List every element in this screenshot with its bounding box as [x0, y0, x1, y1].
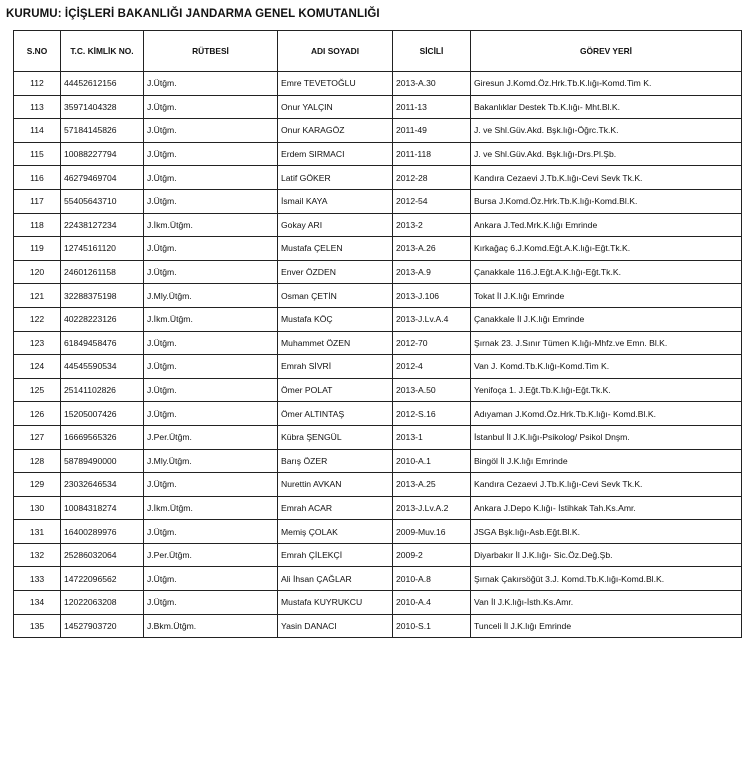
sno-cell: 126 — [14, 402, 61, 426]
sicil-cell: 2010-S.1 — [393, 614, 471, 638]
gorev-yeri-cell: Kandıra Cezaevi J.Tb.K.lığı-Cevi Sevk Tk.K. — [471, 473, 742, 497]
gorev-yeri-cell: Çanakkale 116.J.Eğt.A.K.lığı-Eğt.Tk.K. — [471, 260, 742, 284]
tc-kimlik-no-cell: 15205007426 — [61, 402, 144, 426]
table-row — [14, 449, 742, 473]
gorev-yeri-cell: JSGA Bşk.lığı-Asb.Eğt.Bl.K. — [471, 520, 742, 544]
table-row — [14, 520, 742, 544]
adi-soyadi-cell: Mustafa KÖÇ — [278, 307, 393, 331]
sicil-cell: 2012-70 — [393, 331, 471, 355]
table-row — [14, 543, 742, 567]
gorev-yeri-cell: Adıyaman J.Komd.Öz.Hrk.Tb.K.lığı- Komd.Bl.K. — [471, 402, 742, 426]
tc-kimlik-no-cell: 14527903720 — [61, 614, 144, 638]
table-row — [14, 189, 742, 213]
sicil-cell: 2010-A.1 — [393, 449, 471, 473]
adi-soyadi-cell: İsmail KAYA — [278, 189, 393, 213]
sno-cell: 114 — [14, 119, 61, 143]
adi-soyadi-cell: Ömer ALTINTAŞ — [278, 402, 393, 426]
table-row — [14, 307, 742, 331]
gorev-yeri-cell: Bakanlıklar Destek Tb.K.lığı- Mht.Bl.K. — [471, 95, 742, 119]
rutbe-cell: J.Ütğm. — [144, 95, 278, 119]
tc-kimlik-no-cell: 58789490000 — [61, 449, 144, 473]
gorev-yeri-cell: Giresun J.Komd.Öz.Hrk.Tb.K.lığı-Komd.Tim K. — [471, 72, 742, 96]
gorev-yeri-cell: Ankara J.Depo K.lığı- İstihkak Tah.Ks.Amr. — [471, 496, 742, 520]
tc-kimlik-no-cell: 10084318274 — [61, 496, 144, 520]
rutbe-cell: J.Ütğm. — [144, 237, 278, 261]
tc-kimlik-no-cell: 44545590534 — [61, 355, 144, 379]
sicil-cell: 2009-Muv.16 — [393, 520, 471, 544]
rutbe-cell: J.Ütğm. — [144, 142, 278, 166]
sno-cell: 120 — [14, 260, 61, 284]
adi-soyadi-cell: Yasin DANACI — [278, 614, 393, 638]
table-row — [14, 284, 742, 308]
sicil-cell: 2011-13 — [393, 95, 471, 119]
rutbe-cell: J.Ütğm. — [144, 355, 278, 379]
gorev-yeri-cell: Kandıra Cezaevi J.Tb.K.lığı-Cevi Sevk Tk.K. — [471, 166, 742, 190]
gorev-yeri-cell: Şırnak Çakırsöğüt 3.J. Komd.Tb.K.lığı-Komd.Bl.K. — [471, 567, 742, 591]
table-row — [14, 260, 742, 284]
adi-soyadi-cell: Muhammet ÖZEN — [278, 331, 393, 355]
tc-kimlik-no-cell: 55405643710 — [61, 189, 144, 213]
sicil-cell: 2010-A.4 — [393, 591, 471, 615]
gorev-yeri-cell: İstanbul İl J.K.lığı-Psikolog/ Psikol Dnşm. — [471, 425, 742, 449]
gorev-yeri-cell: Van İl J.K.lığı-İsth.Ks.Amr. — [471, 591, 742, 615]
sicil-cell: 2013-A.9 — [393, 260, 471, 284]
sicil-cell: 2012-54 — [393, 189, 471, 213]
table-row — [14, 237, 742, 261]
adi-soyadi-cell: Barış ÖZER — [278, 449, 393, 473]
gorev-yeri-cell: Tunceli İl J.K.lığı Emrinde — [471, 614, 742, 638]
rutbe-cell: J.Bkm.Ütğm. — [144, 614, 278, 638]
rutbe-cell: J.Per.Ütğm. — [144, 543, 278, 567]
sicil-cell: 2011-118 — [393, 142, 471, 166]
gorev-yeri-cell: Yenifoça 1. J.Eğt.Tb.K.lığı-Eğt.Tk.K. — [471, 378, 742, 402]
adi-soyadi-cell: Emrah ÇİLEKÇİ — [278, 543, 393, 567]
adi-soyadi-cell: Mustafa ÇELEN — [278, 237, 393, 261]
tc-kimlik-no-cell: 23032646534 — [61, 473, 144, 497]
sno-cell: 125 — [14, 378, 61, 402]
sno-cell: 122 — [14, 307, 61, 331]
adi-soyadi-cell: Gokay ARI — [278, 213, 393, 237]
table-row — [14, 119, 742, 143]
sicil-cell: 2013-A.50 — [393, 378, 471, 402]
column-header-sno: S.NO — [14, 31, 61, 72]
tc-kimlik-no-cell: 12022063208 — [61, 591, 144, 615]
rutbe-cell: J.Ütğm. — [144, 189, 278, 213]
sno-cell: 131 — [14, 520, 61, 544]
adi-soyadi-cell: Mustafa KUYRUKCU — [278, 591, 393, 615]
column-header-adi-soyadi: ADI SOYADI — [278, 31, 393, 72]
rutbe-cell: J.Ütğm. — [144, 331, 278, 355]
gorev-yeri-cell: Ankara J.Ted.Mrk.K.lığı Emrinde — [471, 213, 742, 237]
tc-kimlik-no-cell: 40228223126 — [61, 307, 144, 331]
sicil-cell: 2011-49 — [393, 119, 471, 143]
gorev-yeri-cell: Bingöl İl J.K.lığı Emrinde — [471, 449, 742, 473]
adi-soyadi-cell: Emrah SİVRİ — [278, 355, 393, 379]
table-row — [14, 614, 742, 638]
sno-cell: 134 — [14, 591, 61, 615]
adi-soyadi-cell: Kübra ŞENGÜL — [278, 425, 393, 449]
tc-kimlik-no-cell: 14722096562 — [61, 567, 144, 591]
tc-kimlik-no-cell: 25286032064 — [61, 543, 144, 567]
sicil-cell: 2012-S.16 — [393, 402, 471, 426]
sicil-cell: 2012-4 — [393, 355, 471, 379]
rutbe-cell: J.Per.Ütğm. — [144, 425, 278, 449]
tc-kimlik-no-cell: 44452612156 — [61, 72, 144, 96]
sno-cell: 118 — [14, 213, 61, 237]
sno-cell: 130 — [14, 496, 61, 520]
sicil-cell: 2013-J.Lv.A.2 — [393, 496, 471, 520]
rutbe-cell: J.Ütğm. — [144, 473, 278, 497]
table-row — [14, 567, 742, 591]
sicil-cell: 2009-2 — [393, 543, 471, 567]
rutbe-cell: J.Mly.Ütğm. — [144, 449, 278, 473]
rutbe-cell: J.Ütğm. — [144, 260, 278, 284]
tc-kimlik-no-cell: 32288375198 — [61, 284, 144, 308]
sno-cell: 117 — [14, 189, 61, 213]
column-header-tc-kimlik-no: T.C. KİMLİK NO. — [61, 31, 144, 72]
gorev-yeri-cell: Kırkağaç 6.J.Komd.Eğt.A.K.lığı-Eğt.Tk.K. — [471, 237, 742, 261]
gorev-yeri-cell: Tokat İl J.K.lığı Emrinde — [471, 284, 742, 308]
tc-kimlik-no-cell: 12745161120 — [61, 237, 144, 261]
adi-soyadi-cell: Osman ÇETİN — [278, 284, 393, 308]
tc-kimlik-no-cell: 10088227794 — [61, 142, 144, 166]
rutbe-cell: J.Ütğm. — [144, 402, 278, 426]
tc-kimlik-no-cell: 25141102826 — [61, 378, 144, 402]
sno-cell: 129 — [14, 473, 61, 497]
sno-cell: 112 — [14, 72, 61, 96]
adi-soyadi-cell: Onur YALÇIN — [278, 95, 393, 119]
table-row — [14, 378, 742, 402]
gorev-yeri-cell: Van J. Komd.Tb.K.lığı-Komd.Tim K. — [471, 355, 742, 379]
sicil-cell: 2012-28 — [393, 166, 471, 190]
adi-soyadi-cell: Ali İhsan ÇAĞLAR — [278, 567, 393, 591]
sno-cell: 128 — [14, 449, 61, 473]
adi-soyadi-cell: Ömer POLAT — [278, 378, 393, 402]
tc-kimlik-no-cell: 16400289976 — [61, 520, 144, 544]
sno-cell: 119 — [14, 237, 61, 261]
adi-soyadi-cell: Nurettin AVKAN — [278, 473, 393, 497]
tc-kimlik-no-cell: 24601261158 — [61, 260, 144, 284]
rutbe-cell: J.Ütğm. — [144, 119, 278, 143]
table-row — [14, 496, 742, 520]
adi-soyadi-cell: Enver ÖZDEN — [278, 260, 393, 284]
personnel-table — [13, 30, 742, 638]
sicil-cell: 2013-A.30 — [393, 72, 471, 96]
table-row — [14, 331, 742, 355]
sno-cell: 127 — [14, 425, 61, 449]
column-header-rutbesi: RÜTBESİ — [144, 31, 278, 72]
rutbe-cell: J.Ütğm. — [144, 591, 278, 615]
gorev-yeri-cell: Bursa J.Komd.Öz.Hrk.Tb.K.lığı-Komd.Bl.K. — [471, 189, 742, 213]
rutbe-cell: J.İkm.Ütğm. — [144, 496, 278, 520]
rutbe-cell: J.Ütğm. — [144, 567, 278, 591]
table-row — [14, 425, 742, 449]
tc-kimlik-no-cell: 35971404328 — [61, 95, 144, 119]
sno-cell: 121 — [14, 284, 61, 308]
table-row — [14, 402, 742, 426]
table-row — [14, 166, 742, 190]
tc-kimlik-no-cell: 57184145826 — [61, 119, 144, 143]
adi-soyadi-cell: Erdem SIRMACI — [278, 142, 393, 166]
sicil-cell: 2013-A.26 — [393, 237, 471, 261]
tc-kimlik-no-cell: 46279469704 — [61, 166, 144, 190]
adi-soyadi-cell: Memiş ÇOLAK — [278, 520, 393, 544]
gorev-yeri-cell: Diyarbakır İl J.K.lığı- Sic.Öz.Değ.Şb. — [471, 543, 742, 567]
table-row — [14, 213, 742, 237]
rutbe-cell: J.İkm.Ütğm. — [144, 213, 278, 237]
adi-soyadi-cell: Emrah ACAR — [278, 496, 393, 520]
gorev-yeri-cell: J. ve Shl.Güv.Akd. Bşk.lığı-Öğrc.Tk.K. — [471, 119, 742, 143]
table-row — [14, 95, 742, 119]
column-header-sicili: SİCİLİ — [393, 31, 471, 72]
rutbe-cell: J.İkm.Ütğm. — [144, 307, 278, 331]
tc-kimlik-no-cell: 22438127234 — [61, 213, 144, 237]
sicil-cell: 2010-A.8 — [393, 567, 471, 591]
rutbe-cell: J.Ütğm. — [144, 378, 278, 402]
sno-cell: 132 — [14, 543, 61, 567]
tc-kimlik-no-cell: 61849458476 — [61, 331, 144, 355]
rutbe-cell: J.Ütğm. — [144, 166, 278, 190]
sno-cell: 123 — [14, 331, 61, 355]
sicil-cell: 2013-2 — [393, 213, 471, 237]
sno-cell: 135 — [14, 614, 61, 638]
sicil-cell: 2013-1 — [393, 425, 471, 449]
rutbe-cell: J.Ütğm. — [144, 72, 278, 96]
rutbe-cell: J.Mly.Ütğm. — [144, 284, 278, 308]
tc-kimlik-no-cell: 16669565326 — [61, 425, 144, 449]
column-header-gorev-yeri: GÖREV YERİ — [471, 31, 742, 72]
sno-cell: 113 — [14, 95, 61, 119]
page-title: KURUMU: İÇİŞLERİ BAKANLIĞI JANDARMA GENEL KOMUTANLIĞI — [6, 8, 380, 20]
adi-soyadi-cell: Onur KARAGÖZ — [278, 119, 393, 143]
sno-cell: 133 — [14, 567, 61, 591]
sicil-cell: 2013-J.Lv.A.4 — [393, 307, 471, 331]
adi-soyadi-cell: Latif GÖKER — [278, 166, 393, 190]
table-row — [14, 355, 742, 379]
rutbe-cell: J.Ütğm. — [144, 520, 278, 544]
sno-cell: 115 — [14, 142, 61, 166]
gorev-yeri-cell: J. ve Shl.Güv.Akd. Bşk.lığı-Drs.Pl.Şb. — [471, 142, 742, 166]
sicil-cell: 2013-J.106 — [393, 284, 471, 308]
sicil-cell: 2013-A.25 — [393, 473, 471, 497]
table-row — [14, 142, 742, 166]
table-header-row — [14, 31, 742, 72]
sno-cell: 116 — [14, 166, 61, 190]
gorev-yeri-cell: Çanakkale İl J.K.lığı Emrinde — [471, 307, 742, 331]
gorev-yeri-cell: Şırnak 23. J.Sınır Tümen K.lığı-Mhfz.ve Emn. Bl.K. — [471, 331, 742, 355]
sno-cell: 124 — [14, 355, 61, 379]
table-row — [14, 591, 742, 615]
adi-soyadi-cell: Emre TEVETOĞLU — [278, 72, 393, 96]
table-row — [14, 72, 742, 96]
table-row — [14, 473, 742, 497]
